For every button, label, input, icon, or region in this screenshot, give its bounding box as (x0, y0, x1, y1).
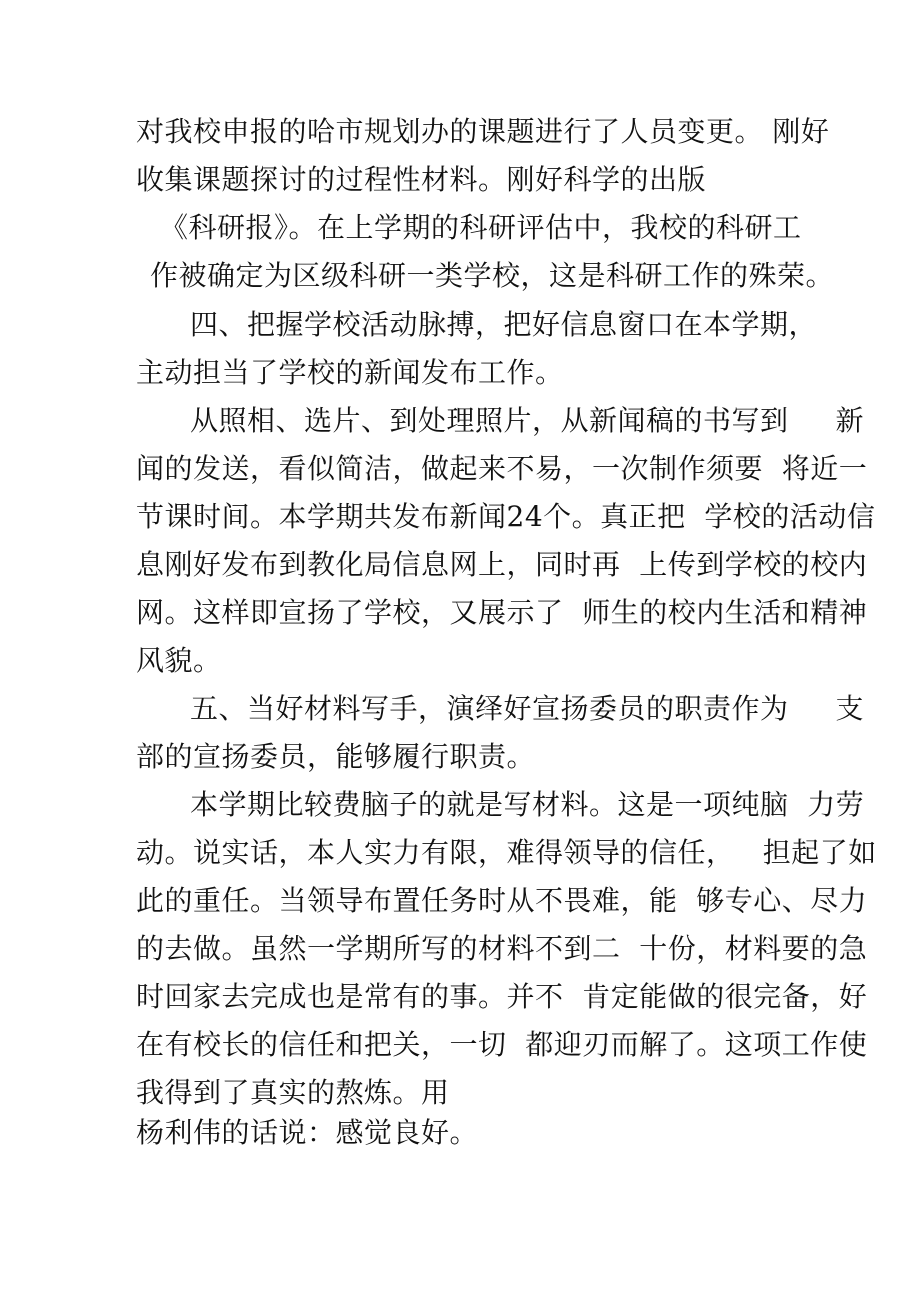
text-line: 四、把握学校活动脉搏，把好信息窗口在本学期， (190, 308, 818, 341)
text-line: 时回家去完成也是常有的事。并不 肯定能做的很完备，好 (136, 980, 868, 1013)
text-line: 部的宣扬委员，能够履行职责。 (136, 740, 536, 773)
text-line: 杨利伟的话说：感觉良好。 (136, 1116, 479, 1149)
text-line: 从照相、选片、到处理照片，从新闻稿的书写到 新 (190, 404, 865, 437)
text-line: 息刚好发布到教化局信息网上，同时再 上传到学校的校内 (136, 548, 868, 581)
text-line: 收集课题探讨的过程性材料。刚好科学的出版 (136, 163, 707, 196)
text-line: 五、当好材料写手，演绎好宣扬委员的职责作为 支 (190, 692, 865, 725)
text-line: 对我校申报的哈市规划办的课题进行了人员变更。 刚好 (136, 115, 830, 148)
text-line: 我得到了真实的熬炼。用 (136, 1076, 450, 1109)
text-line: 主动担当了学校的新闻发布工作。 (136, 356, 564, 389)
text-line: 的去做。虽然一学期所写的材料不到二 十份，材料要的急 (136, 932, 868, 965)
text-line: 《科研报》。在上学期的科研评估中，我校的科研工 (160, 211, 802, 244)
text-line: 节课时间。本学期共发布新闻24个。真正把 学校的活动信 (136, 500, 876, 533)
text-line: 闻的发送，看似简洁，做起来不易，一次制作须要 将近一 (136, 452, 868, 485)
text-line: 网。这样即宣扬了学校，又展示了 师生的校内生活和精神 (136, 596, 868, 629)
text-line: 在有校长的信任和把关，一切 都迎刃而解了。这项工作使 (136, 1028, 868, 1061)
text-line: 动。说实话，本人实力有限，难得领导的信任， 担起了如 (136, 836, 877, 869)
text-line: 作被确定为区级科研一类学校，这是科研工作的殊荣。 (150, 259, 835, 292)
text-line: 此的重任。当领导布置任务时从不畏难，能 够专心、尽力 (136, 884, 868, 917)
text-line: 风貌。 (136, 644, 222, 677)
text-line: 本学期比较费脑子的就是写材料。这是一项纯脑 力劳 (190, 788, 865, 821)
